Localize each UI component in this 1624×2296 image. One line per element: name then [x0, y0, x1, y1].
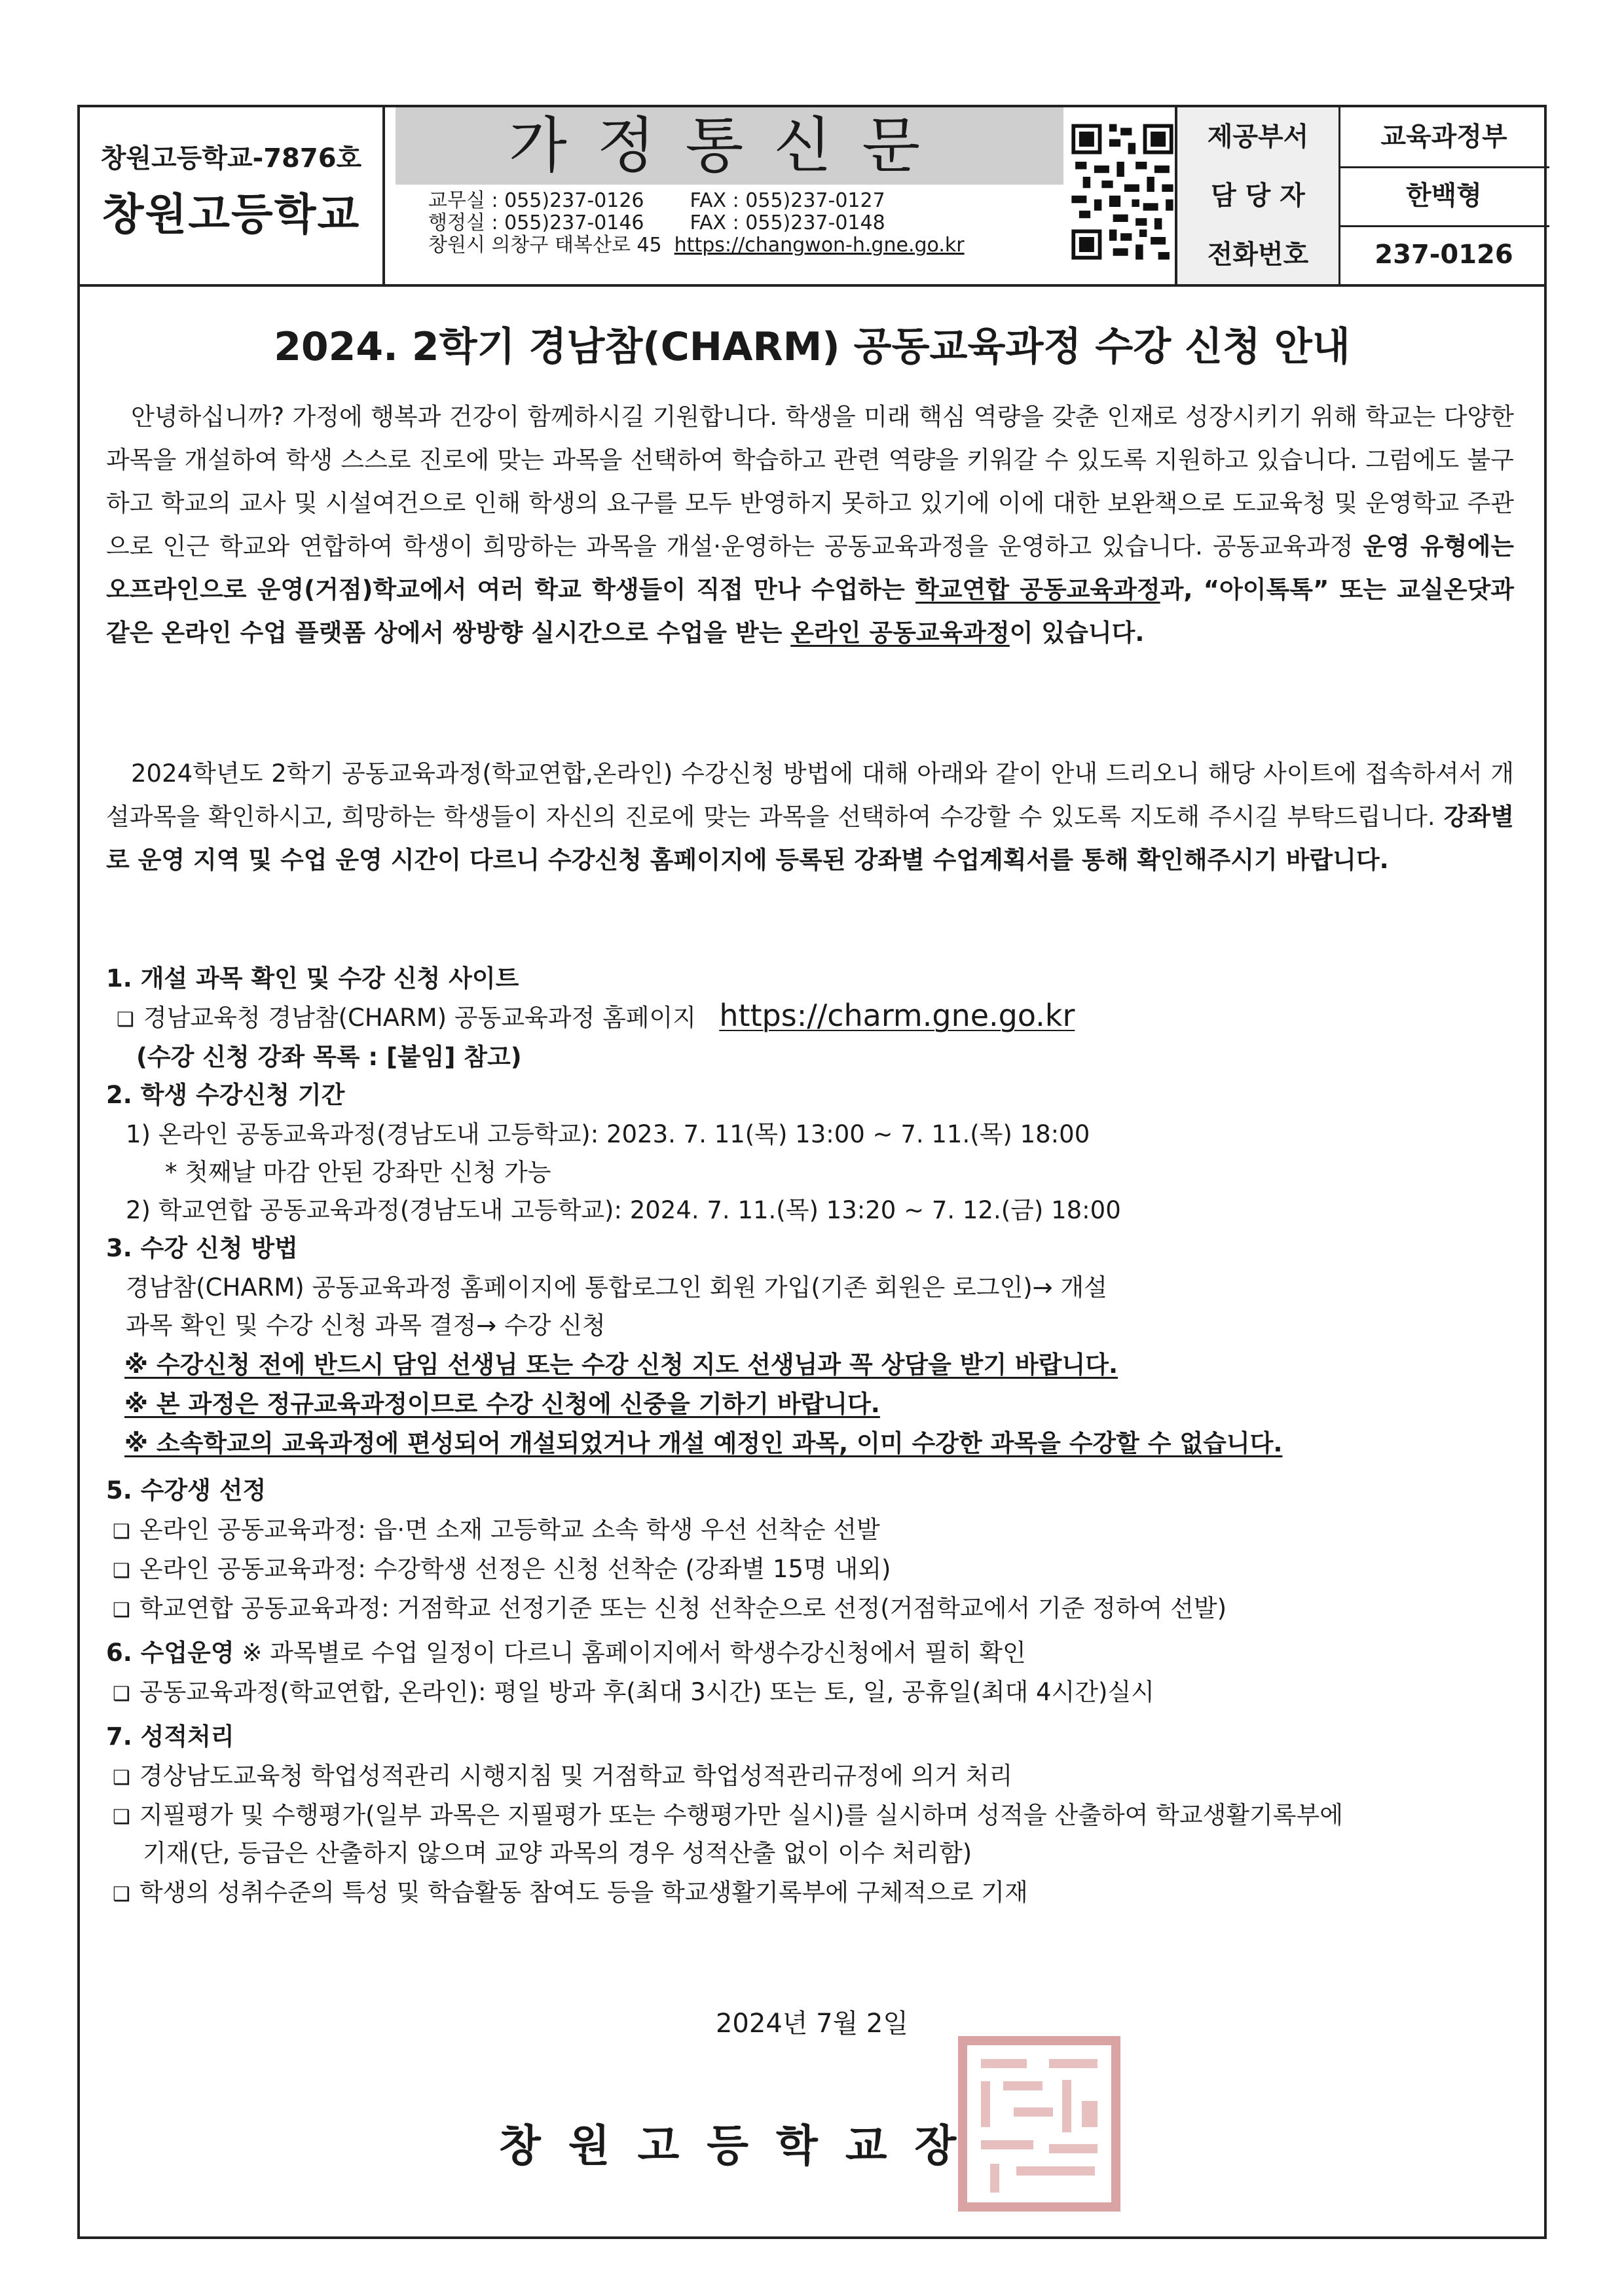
checkbox-icon: ❑: [113, 1883, 130, 1906]
list-item: [113, 1549, 891, 1584]
list-item: [113, 1510, 880, 1545]
charm-link[interactable]: https://charm.gne.go.kr: [719, 998, 1075, 1033]
checkbox-icon: ❑: [113, 1599, 130, 1622]
section-3-title: 3. 수강 신청 방법: [106, 1234, 298, 1262]
office-phone: 교무실 : 055)237-0126: [428, 189, 644, 212]
list-item: [113, 1795, 1343, 1831]
school-box: [80, 107, 385, 284]
info-key: 전화번호: [1177, 225, 1340, 284]
issue-date: 2024년 7월 2일: [715, 2009, 909, 2039]
list-item: [113, 1588, 1227, 1624]
info-value: 237-0126: [1375, 240, 1513, 270]
section-1-note: (수강 신청 강좌 목록 : [붙임] 참고): [136, 1043, 522, 1071]
info-table: [1175, 107, 1549, 284]
checkbox-icon: ❑: [113, 1766, 130, 1789]
info-value: 한백형: [1406, 181, 1482, 211]
section-1-title: 1. 개설 과목 확인 및 수강 신청 사이트: [106, 964, 519, 993]
list-item-text: 학생의 성취수준의 특성 및 학습활동 참여도 등을 학교생활기록부에 구체적으로 기재: [139, 1878, 1028, 1906]
list-item-text: 온라인 공동교육과정: 읍·면 소재 고등학교 소속 학생 우선 선착순 선발: [139, 1516, 880, 1544]
info-value: 교육과정부: [1380, 122, 1507, 152]
list-item: [113, 1872, 1028, 1908]
qr-code-icon[interactable]: [1067, 117, 1178, 267]
school-name: 창원고등학교: [101, 189, 361, 240]
newsletter-title: 가정통신문: [396, 107, 1063, 185]
intro-paragraph-2: [106, 752, 1514, 882]
section-2-title: 2. 학생 수강신청 기간: [106, 1081, 345, 1109]
list-item-continued: 기재(단, 등급은 산출하지 않으며 교양 과목의 경우 성적산출 없이 이수 처리함): [143, 1839, 972, 1867]
caution-note: ※ 소속학교의 교육과정에 편성되어 개설되었거나 개설 예정인 과목, 이미 수강한 과목을 수강할 수 없습니다.: [124, 1429, 1283, 1457]
list-note: * 첫째날 마감 안된 강좌만 신청 가능: [165, 1158, 551, 1186]
address: 창원시 의창구 태복산로 45: [428, 234, 662, 257]
info-row: [1177, 225, 1549, 284]
intro-bold: 과, “아이톡톡” 또는 교실온닷과 같은 온라인 수업 플랫폼 상에서 쌍방향 실시간으로 수업을 받는: [106, 575, 1514, 647]
list-item: [113, 1756, 1012, 1791]
list-item-text: 경상남도교육청 학업성적관리 시행지침 및 거점학교 학업성적관리규정에 의거 처리: [139, 1762, 1013, 1790]
section-5-title: 5. 수강생 선정: [106, 1476, 267, 1504]
section-6-note: ※ 과목별로 수업 일정이 다르니 홈페이지에서 학생수강신청에서 필히 확인: [242, 1639, 1026, 1667]
intro-text: 안녕하십니까? 가정에 행복과 건강이 함께하시길 기원합니다. 학생을 미래 핵심 역량을 갖춘 인재로 성장시키기 위해 학교는 다양한 과목을 개설하여 학생 스스로 진로에 맞는 과목을 선택하여 학습하고 관련 역량을 키워갈 수 있도록 지원하고 있습니다. 그럼에도 불구하고 학교의 교사 및 시설여건으로 인해 학생의 요구를 모두 반영하지 못하고 있기에 이에 대한 보완책으로 도교육청 및 운영학교 주관으로 인근 학교와 연합하여 학생이 희망하는 과목을 개설·운영하는 공동교육과정을 운영하고 있습니다. 공동교육과정: [106, 403, 1514, 560]
method-line: 과목 확인 및 수강 신청 과목 결정→ 수강 신청: [126, 1311, 606, 1339]
principal-signature: 창원고등학교장: [499, 2121, 984, 2171]
intro-bold: 운영 유형에는 오프라인으로 운영(거점)학교에서 여러 학교 학생들이 직접 만나 수업하는: [106, 532, 1514, 604]
title-box: [382, 107, 1175, 284]
list-item: [117, 998, 1075, 1033]
checkbox-icon: ❑: [113, 1520, 130, 1543]
intro-text: 2024학년도 2학기 공동교육과정(학교연합,온라인) 수강신청 방법에 대해 아래와 같이 안내 드리오니 해당 사이트에 접속하셔서 개설과목을 확인하시고, 희망하는 학생들이 자신의 진로에 맞는 과목을 선택하여 수강할 수 있도록 지도해 주시길 부탁드립니다.: [106, 759, 1514, 831]
intro-bold: 강좌별로 운영 지역 및 수업 운영 시간이 다르니 수강신청 홈페이지에 등록된 강좌별 수업계획서를 통해 확인해주시기 바랍니다.: [106, 803, 1514, 874]
checkbox-icon: ❑: [113, 1806, 130, 1829]
intro-underline: 학교연합 공동교육과정: [915, 575, 1160, 604]
list-item-text: 지필평가 및 수행평가(일부 과목은 지필평가 또는 수행평가만 실시)를 실시하며 성적을 산출하여 학교생활기록부에: [139, 1801, 1344, 1829]
list-item-text: 경남교육청 경남참(CHARM) 공동교육과정 홈페이지: [143, 1004, 697, 1032]
checkbox-icon: ❑: [113, 1559, 130, 1582]
page-title: 2024. 2학기 경남참(CHARM) 공동교육과정 수강 신청 안내: [274, 324, 1350, 370]
section-6-title: 6. 수업운영: [106, 1639, 234, 1667]
contact-info: [428, 190, 965, 257]
newsletter-page: [77, 105, 1547, 2239]
checkbox-icon: ❑: [113, 1683, 130, 1705]
admin-fax: FAX : 055)237-0148: [690, 211, 885, 234]
list-item: 1) 온라인 공동교육과정(경남도내 고등학교): 2023. 7. 11(목) 13:00 ~ 7. 11.(목) 18:00: [126, 1120, 1090, 1148]
method-line: 경남참(CHARM) 공동교육과정 홈페이지에 통합로그인 회원 가입(기존 회원은 로그인)→ 개설: [126, 1273, 1107, 1302]
admin-phone: 행정실 : 055)237-0146: [428, 211, 644, 234]
issue-number: 창원고등학교-7876호: [100, 143, 362, 173]
section-6: [106, 1633, 1026, 1668]
intro-paragraph-1: [106, 395, 1514, 655]
info-key: 담 당 자: [1177, 166, 1340, 225]
list-item: 2) 학교연합 공동교육과정(경남도내 고등학교): 2024. 7. 11.(목) 13:20 ~ 7. 12.(금) 18:00: [126, 1196, 1121, 1224]
info-key: 제공부서: [1177, 107, 1340, 166]
intro-bold: 이 있습니다.: [1009, 619, 1145, 647]
info-row: [1177, 107, 1549, 168]
section-7-title: 7. 성적처리: [106, 1722, 234, 1751]
header: [80, 107, 1544, 287]
caution-note: ※ 본 과정은 정규교육과정이므로 수강 신청에 신중을 기하기 바랍니다.: [124, 1390, 880, 1418]
info-row: [1177, 166, 1549, 227]
list-item-text: 학교연합 공동교육과정: 거점학교 선정기준 또는 신청 선착순으로 선정(거점학교에서 기준 정하여 선발): [139, 1594, 1227, 1622]
school-url[interactable]: https://changwon-h.gne.go.kr: [674, 234, 965, 257]
list-item-text: 공동교육과정(학교연합, 온라인): 평일 방과 후(최대 3시간) 또는 토, 일, 공휴일(최대 4시간)실시: [139, 1678, 1154, 1706]
intro-underline: 온라인 공동교육과정: [790, 619, 1010, 647]
list-item-text: 온라인 공동교육과정: 수강학생 선정은 신청 선착순 (강좌별 15명 내외): [139, 1555, 891, 1583]
caution-note: ※ 수강신청 전에 반드시 담임 선생님 또는 수강 신청 지도 선생님과 꼭 상담을 받기 바랍니다.: [124, 1351, 1118, 1379]
office-fax: FAX : 055)237-0127: [690, 189, 885, 212]
list-item: [113, 1672, 1154, 1707]
checkbox-icon: ❑: [117, 1008, 134, 1031]
